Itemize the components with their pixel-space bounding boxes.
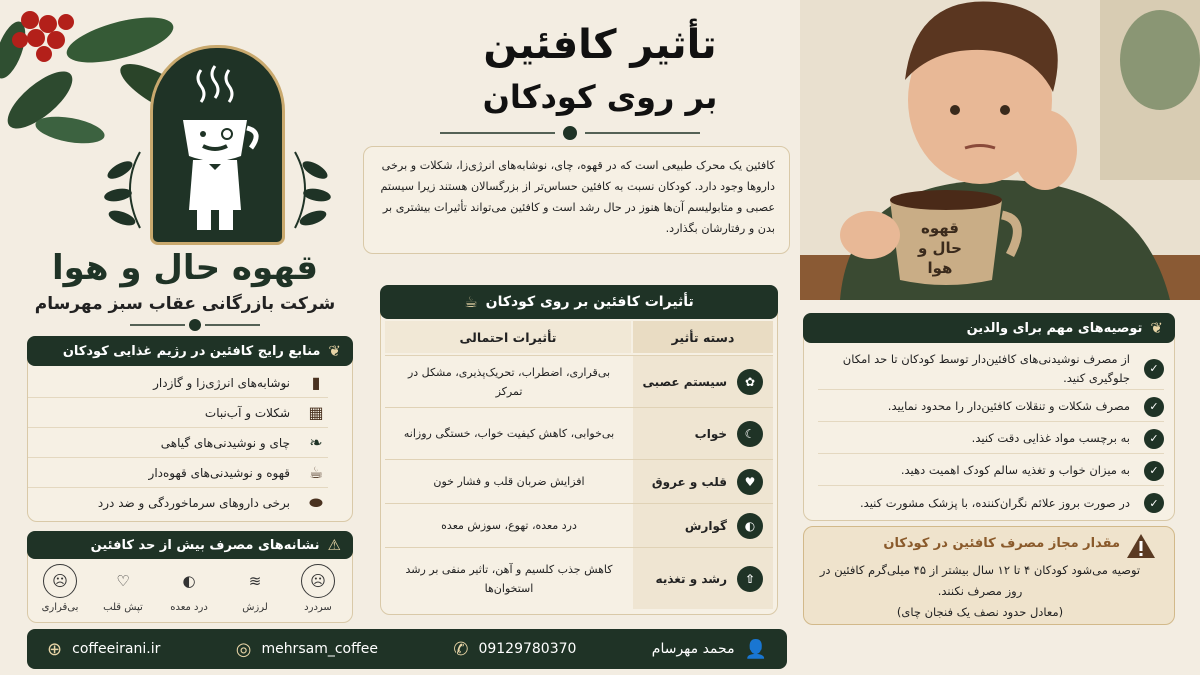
heart-pulse-icon: ♥ (737, 469, 763, 495)
caffeine-limit-note: (معادل حدود نصف یک فنجان چای) (896, 605, 1064, 619)
can-icon: ▮ (311, 373, 321, 392)
intro-text: کافئین یک محرک طبیعی است که در قهوه، چای، نوشابه‌های انرژی‌زا، شکلات و برخی داروها وجود دارد. کودکان نسبت به کافئین حساس‌تر از بزرگسالان هستند زیرا سیستم عصبی و متابولیسم آن‌ها هنوز در حال رشد است و کافئین می‌تواند تأثیرات بیشتری بر بدن و رفتارشان بگذارد. (363, 146, 790, 254)
list-item: ▮ نوشابه‌های انرژی‌زا و گازدار (28, 368, 328, 398)
list-item: ✓ در صورت بروز علائم نگران‌کننده، با پزشک مشورت کنید. (818, 488, 1164, 518)
warning-icon (1126, 533, 1156, 559)
brain-icon: ✿ (737, 369, 763, 395)
coffee-cup-icon: ☕ (308, 463, 324, 482)
list-item: ⬬ برخی داروهای سرماخوردگی و ضد درد (28, 488, 328, 518)
check-icon: ✓ (1144, 397, 1164, 417)
heartbeat-icon: ♡ (116, 572, 130, 590)
restless-face-icon: ☹ (43, 564, 77, 598)
headache-icon: ☹ (301, 564, 335, 598)
table-row: ◐ گوارش درد معده، تهوع، سوزش معده (385, 503, 773, 547)
column-header-category: دسته تأثیر (633, 321, 773, 353)
shaking-icon: ≋ (248, 572, 262, 590)
tea-leaf-icon: ❧ (309, 433, 323, 452)
phone-link[interactable]: ✆ 09129780370 (453, 638, 577, 660)
symptom-item: ☹ بی‌قراری (30, 564, 90, 613)
child-with-mug-photo (800, 0, 1200, 300)
list-item: ✓ مصرف شکلات و تنقلات کافئین‌دار را محدود نمایید. (818, 392, 1164, 422)
effects-table-header (380, 285, 778, 319)
mug-logo-text: قهوه حال و هوا (917, 219, 962, 277)
check-icon: ✓ (1144, 461, 1164, 481)
person-icon: 👤 (744, 638, 767, 660)
caffeine-sources-title: منابع رایج کافئین در رژیم غذایی کودکان (62, 343, 321, 359)
contact-footer (27, 629, 787, 669)
parent-recommendations-title: توصیه‌های مهم برای والدین (966, 320, 1143, 336)
coffee-cup-icon: ☕ (464, 293, 478, 311)
list-item: ❧ چای و نوشیدنی‌های گیاهی (28, 428, 328, 458)
leaf-icon: ❦ (1150, 319, 1163, 337)
headline-subtitle: بر روی کودکان (482, 78, 718, 116)
warning-icon: ⚠ (327, 536, 341, 554)
phone-icon: ✆ (453, 638, 469, 660)
table-row: ✿ سیستم عصبی بی‌قراری، اضطراب، تحریک‌پذیری، مشکل در تمرکز (385, 355, 773, 407)
list-item: ✓ از مصرف نوشیدنی‌های کافئین‌دار توسط کودکان تا حد امکان جلوگیری کنید. (818, 348, 1164, 390)
instagram-icon: ◎ (235, 638, 252, 660)
symptom-item: ♡ تپش قلب (93, 564, 153, 613)
leaf-ornament-left (100, 150, 145, 230)
website-link[interactable]: ⊕ coffeeirani.ir (47, 638, 161, 660)
caffeine-limit-text: توصیه می‌شود کودکان ۴ تا ۱۲ سال بیشتر از ۴۵ میلی‌گرم کافئین در روز مصرف نکنند. (معادل حدود نصف یک فنجان چای) (815, 560, 1145, 623)
stomach-icon: ◐ (737, 513, 763, 539)
divider-ornament (130, 318, 260, 332)
stomach-icon: ◐ (182, 572, 196, 590)
leaf-ornament-right (290, 150, 335, 230)
list-item: ▦ شکلات و آب‌نبات (28, 398, 328, 428)
table-row: ♥ قلب و عروق افزایش ضربان قلب و فشار خون (385, 459, 773, 503)
company-name: شرکت بازرگانی عقاب سبز مهرسام (34, 294, 336, 314)
sleep-moon-icon: ☾ (737, 421, 763, 447)
instagram-link[interactable]: ◎ mehrsam_coffee (235, 638, 378, 660)
list-item: ✓ به میزان خواب و تغذیه سالم کودک اهمیت دهید. (818, 456, 1164, 486)
overdose-signs-title: نشانه‌های مصرف بیش از حد کافئین (90, 537, 320, 553)
check-icon: ✓ (1144, 429, 1164, 449)
effects-table-title: تأثیرات کافئین بر روی کودکان (485, 294, 694, 310)
check-icon: ✓ (1144, 359, 1164, 379)
coffee-cup-mascot-icon (153, 48, 282, 242)
column-header-effects: تأثیرات احتمالی (385, 321, 631, 353)
parent-recommendations-header (803, 313, 1175, 343)
globe-icon: ⊕ (47, 638, 63, 660)
overdose-signs-header (27, 531, 353, 559)
check-icon: ✓ (1144, 493, 1164, 513)
caffeine-limit-title: مقدار مجاز مصرف کافئین در کودکان (883, 536, 1120, 551)
brand-logo (150, 45, 285, 245)
growth-icon: ⇧ (737, 566, 763, 592)
symptom-item: ≋ لرزش (225, 564, 285, 613)
table-row: ☾ خواب بی‌خوابی، کاهش کیفیت خواب، خستگی روزانه (385, 407, 773, 459)
headline-divider (440, 125, 700, 141)
list-item: ☕ قهوه و نوشیدنی‌های قهوه‌دار (28, 458, 328, 488)
symptom-item: ☹ سردرد (288, 564, 348, 613)
caffeine-sources-header (27, 336, 353, 366)
contact-person: محمد مهرسام 👤 (651, 638, 767, 660)
pill-icon: ⬬ (309, 493, 323, 512)
symptom-item: ◐ درد معده (159, 564, 219, 613)
leaf-icon: ❦ (328, 342, 341, 360)
headline-title: تأثیر کافئین (483, 22, 717, 68)
table-row: ⇧ رشد و تغذیه کاهش جذب کلسیم و آهن، تاثیر منفی بر رشد استخوان‌ها (385, 547, 773, 609)
brand-name: قهوه حال و هوا (51, 248, 319, 288)
chocolate-icon: ▦ (308, 403, 324, 422)
list-item: ✓ به برچسب مواد غذایی دقت کنید. (818, 424, 1164, 454)
